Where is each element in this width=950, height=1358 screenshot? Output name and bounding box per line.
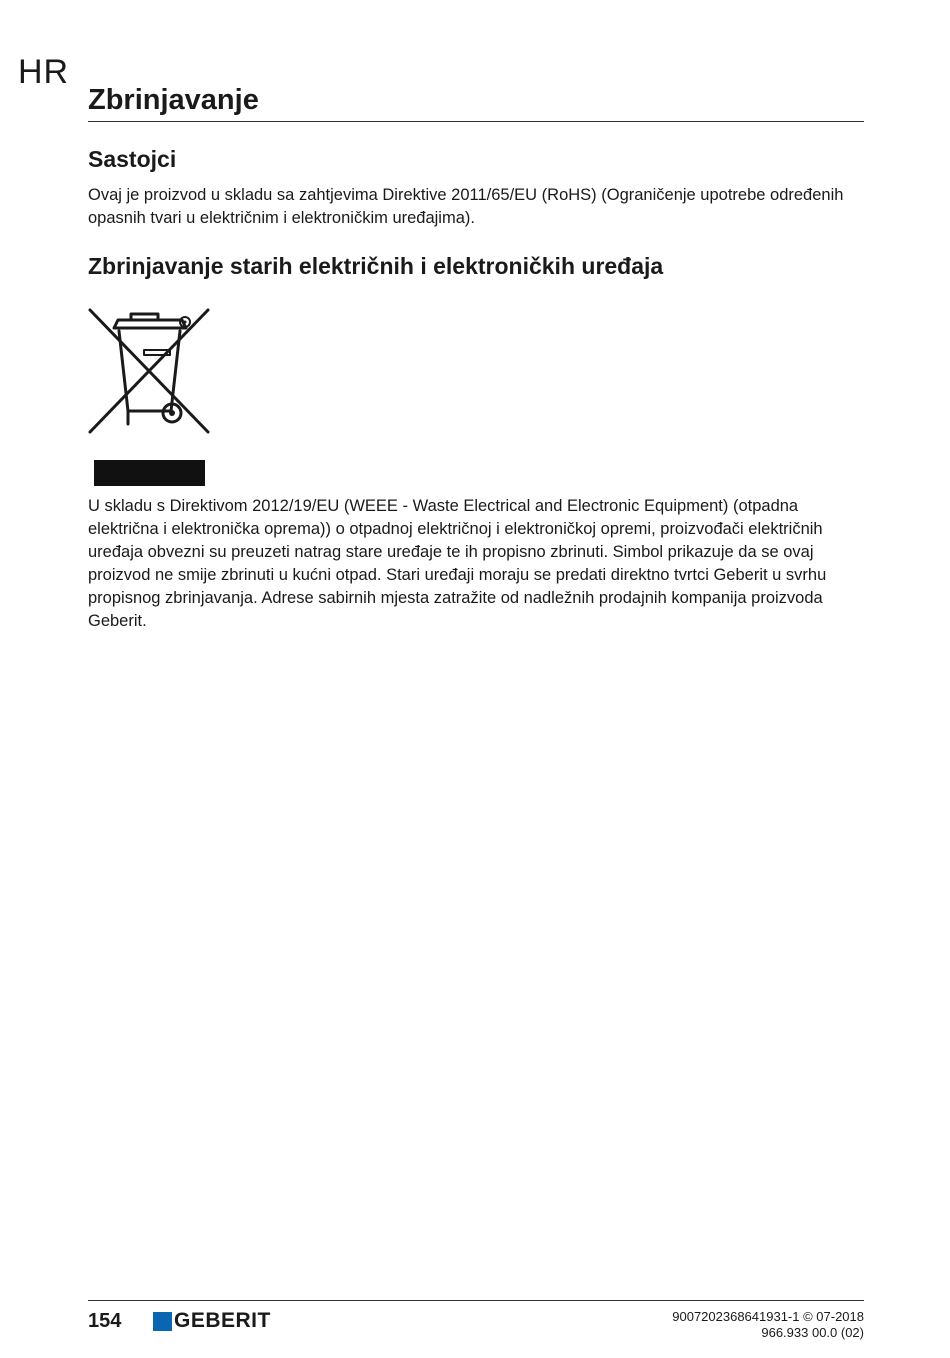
brand-square-icon — [153, 1312, 172, 1331]
footer-divider — [88, 1300, 864, 1301]
document-metadata — [672, 1309, 864, 1341]
brand-name: GEBERIT — [174, 1309, 271, 1332]
page-number: 154 — [88, 1310, 122, 1332]
section-heading-sastojci: Sastojci — [88, 146, 177, 172]
rohs-paragraph: Ovaj je proizvod u skladu sa zahtjevima Direktive 2011/65/EU (RoHS) (Ograničenje upotrebe određenih opasnih tvari u električnim i elektroničkim uređajima). — [88, 186, 844, 227]
section-heading-weee: Zbrinjavanje starih električnih i elektroničkih uređaja — [88, 253, 664, 279]
brand-logo — [153, 1310, 271, 1332]
weee-black-bar-icon — [94, 460, 205, 486]
doc-number: 966.933 00.0 (02) — [761, 1325, 864, 1340]
doc-code: 9007202368641931-1 © 07-2018 — [672, 1309, 864, 1324]
title-divider — [88, 121, 864, 122]
crossed-out-wheelie-bin-icon — [86, 306, 212, 436]
language-code: HR — [18, 53, 70, 91]
page-title: Zbrinjavanje — [88, 84, 259, 116]
weee-paragraph: U skladu s Direktivom 2012/19/EU (WEEE - Waste Electrical and Electronic Equipment) (otpadna električna i elektronička oprema)) o otpadnoj električnoj i elektroničkoj opremi, proizvođači električnih uređaja obvezni su preuzeti natrag stare uređaje te ih propisno zbrinuti. Simbol prikazuje da se ovaj proizvod ne smije zbrinuti u kućni otpad. Stari uređaji moraju se predati direktno tvrtci Geberit u svrhu propisnog zbrinjavanja. Adrese sabirnih mjesta zatražite od nadležnih prodajnih kompanija proizvoda Geberit. — [88, 497, 827, 630]
